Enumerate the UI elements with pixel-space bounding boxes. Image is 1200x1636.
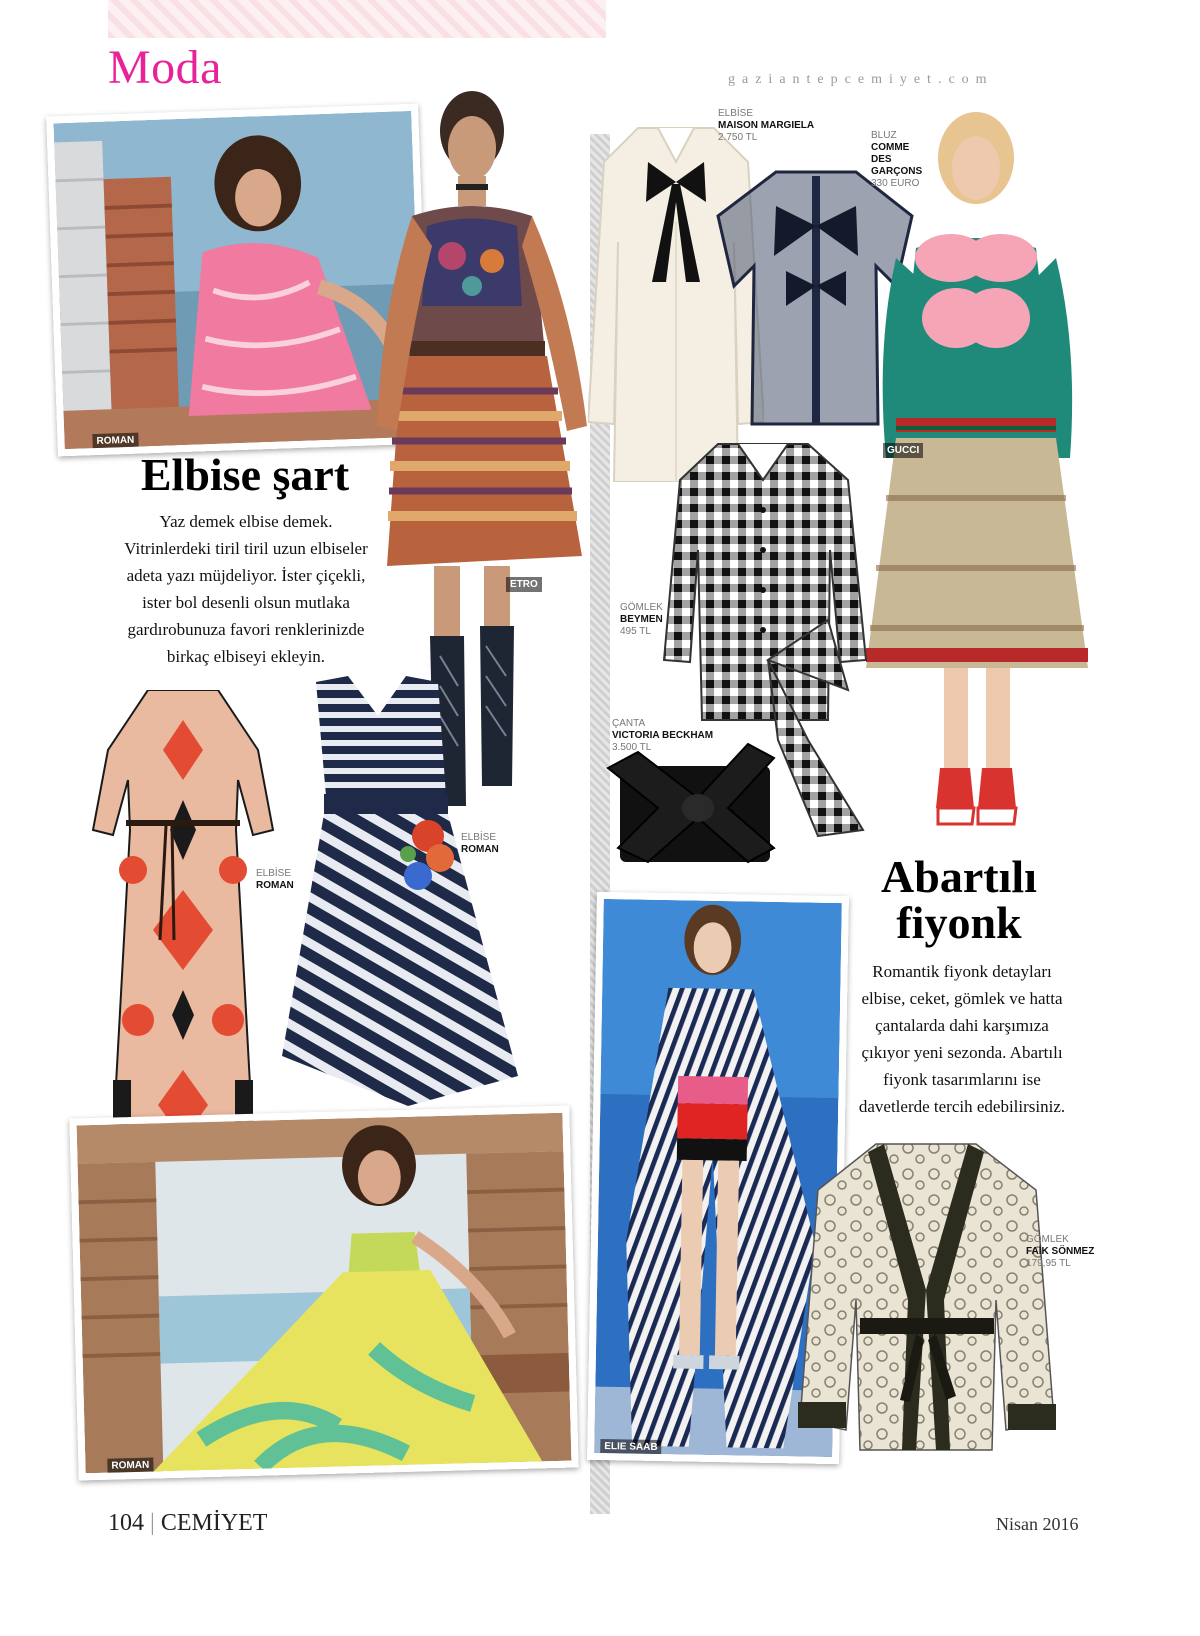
tag-brand: BEYMEN — [620, 614, 663, 625]
tag-brand: FAİK SÖNMEZ — [1026, 1246, 1095, 1257]
photo-credit: ROMAN — [107, 1458, 153, 1474]
page-number: 104 — [108, 1510, 144, 1536]
tag-type: ELBİSE — [718, 108, 754, 119]
heading-line-1: Abartılı — [881, 851, 1037, 902]
tag-beymen — [620, 602, 663, 638]
product-striped-dress — [278, 676, 522, 1108]
tag-price: 179,95 TL — [1026, 1258, 1071, 1269]
tag-type: ELBİSE — [461, 832, 497, 843]
tag-victoria-beckham — [612, 718, 713, 754]
photo-credit: ROMAN — [92, 433, 138, 450]
tag-type: GÖMLEK — [1026, 1234, 1069, 1245]
product-paisley-jacket — [796, 1140, 1058, 1454]
tag-price: 330 EURO — [871, 178, 920, 189]
photo-credit-elie-saab: ELIE SAAB — [600, 1439, 662, 1455]
photo-yellow-gown-image — [77, 1113, 572, 1474]
footer-separator: | — [144, 1510, 161, 1536]
site-url: gaziantepcemiyet.com — [728, 72, 994, 87]
photo-yellow-gown — [69, 1106, 578, 1481]
page-footer — [108, 1510, 267, 1537]
heading-line-2: fiyonk — [896, 897, 1022, 948]
tag-price: 2.750 TL — [718, 132, 758, 143]
tag-type: BLUZ — [871, 130, 897, 141]
decorative-pattern-band — [108, 0, 606, 38]
runway-credit-gucci: GUCCI — [883, 443, 923, 458]
runway-model-gucci — [856, 108, 1096, 848]
tag-faik-sonmez — [1026, 1234, 1094, 1270]
tag-type: GÖMLEK — [620, 602, 663, 613]
product-bow-clutch — [598, 738, 780, 866]
tag-price: 3.500 TL — [612, 742, 652, 753]
heading-elbise-sart: Elbise şart — [140, 449, 350, 500]
tag-maison-margiela — [718, 108, 814, 144]
paragraph-abartili-fiyonk: Romantik fiyonk detayları elbise, ceket, gömlek ve hatta çantalarda dahi karşımıza çıkıyor yeni sezonda. Abartılı fiyonk tasarımlarını ise davetlerde tercih edebilirsiniz. — [858, 962, 1066, 1116]
tag-type: ELBİSE — [256, 868, 292, 879]
magazine-name: CEMİYET — [160, 1510, 268, 1536]
tag-brand: ROMAN — [461, 844, 499, 855]
tag-brand: COMME DES GARÇONS — [871, 142, 923, 177]
section-title: Moda — [108, 41, 222, 94]
runway-credit: ETRO — [506, 577, 542, 592]
tag-brand: VICTORIA BECKHAM — [612, 730, 714, 741]
issue-date: Nisan 2016 — [996, 1514, 1079, 1534]
tag-price: 495 TL — [620, 626, 651, 637]
photo-pink-dress-image — [53, 111, 422, 449]
tag-type: ÇANTA — [612, 718, 646, 729]
tag-brand: ROMAN — [256, 880, 294, 891]
tag-elbise-roman-2 — [461, 832, 499, 856]
paragraph-elbise-sart: Yaz demek elbise demek. Vitrinlerdeki tiril tiril uzun elbiseler adeta yazı müjdeliyor. İster çiçekli, ister bol desenli olsun mutlaka gardırobunuza favori renklerinizde birkaç elbiseyi ekleyin. — [124, 512, 368, 666]
tag-brand: MAISON MARGIELA — [718, 120, 815, 131]
heading-abartili-fiyonk — [856, 851, 1062, 948]
